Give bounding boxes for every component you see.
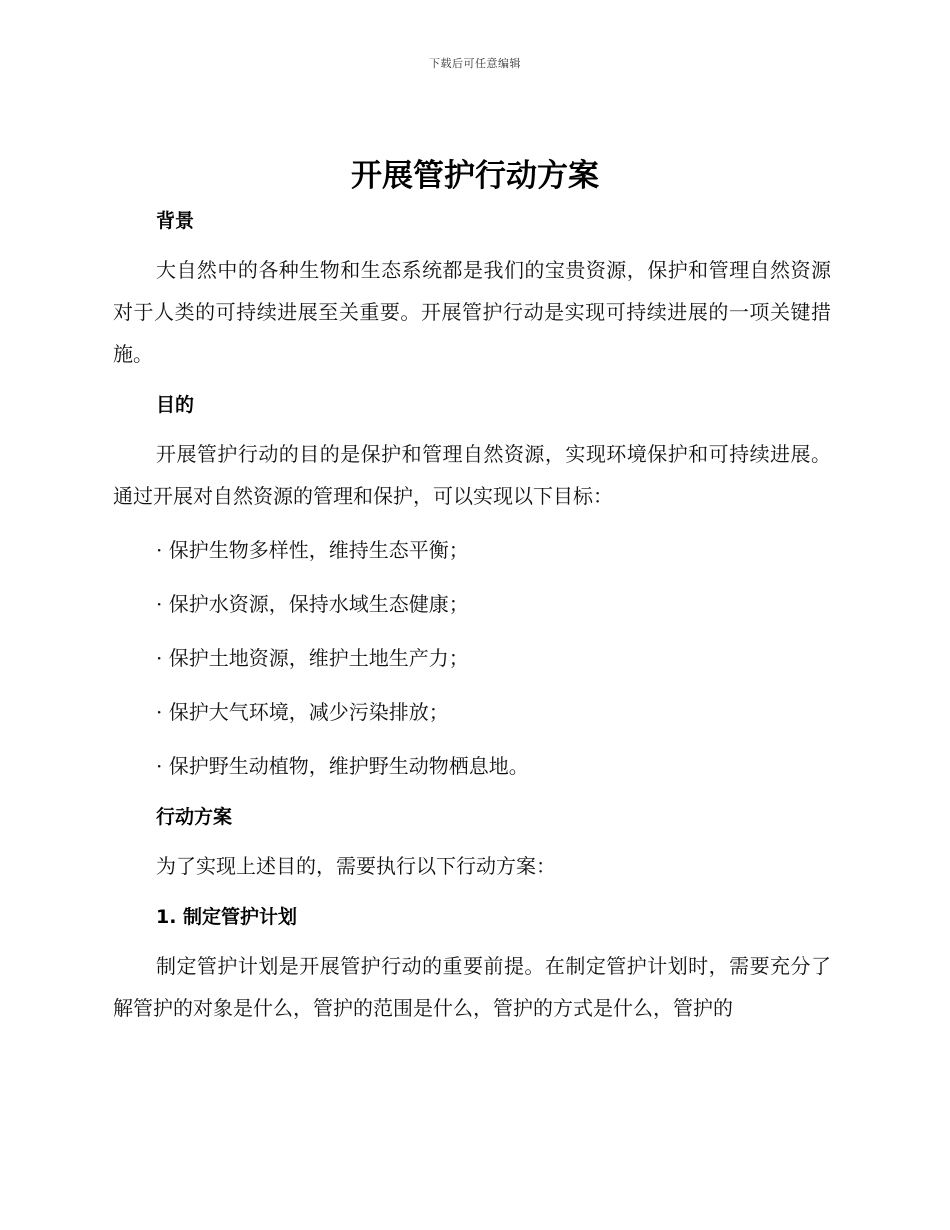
section-heading-action-plan: 行动方案 xyxy=(156,806,233,828)
list-item: · 保护土地资源，维护土地生产力； xyxy=(156,646,469,670)
paragraph-background: 大自然中的各种生物和生态系统都是我们的宝贵资源，保护和管理自然资源对于人类的可持续进展至关重要。开展管护行动是实现可持续进展的一项关键措施。 xyxy=(113,258,831,366)
section-heading-background: 背景 xyxy=(156,210,195,232)
list-item: · 保护野生动植物，维护野生动物栖息地。 xyxy=(156,754,529,778)
list-item: · 保护水资源，保持水域生态健康； xyxy=(156,592,469,616)
header-note: 下载后可任意编辑 xyxy=(429,57,521,70)
list-item: · 保护生物多样性，维持生态平衡； xyxy=(156,538,469,562)
paragraph-plan-step-1: 制定管护计划是开展管护行动的重要前提。在制定管护计划时，需要充分了解管护的对象是什么，管护的范围是什么，管护的方式是什么，管护的 xyxy=(113,954,831,1020)
section-heading-purpose: 目的 xyxy=(156,394,195,416)
paragraph-purpose: 开展管护行动的目的是保护和管理自然资源，实现环境保护和可持续进展。通过开展对自然资源的管理和保护，可以实现以下目标： xyxy=(113,442,831,508)
document-title: 开展管护行动方案 xyxy=(351,158,599,194)
paragraph-action-intro: 为了实现上述目的，需要执行以下行动方案： xyxy=(156,854,556,878)
subheading-plan-step-1: 1. 制定管护计划 xyxy=(156,906,298,928)
document-body xyxy=(113,205,831,1029)
list-item: · 保护大气环境，减少污染排放； xyxy=(156,700,449,724)
